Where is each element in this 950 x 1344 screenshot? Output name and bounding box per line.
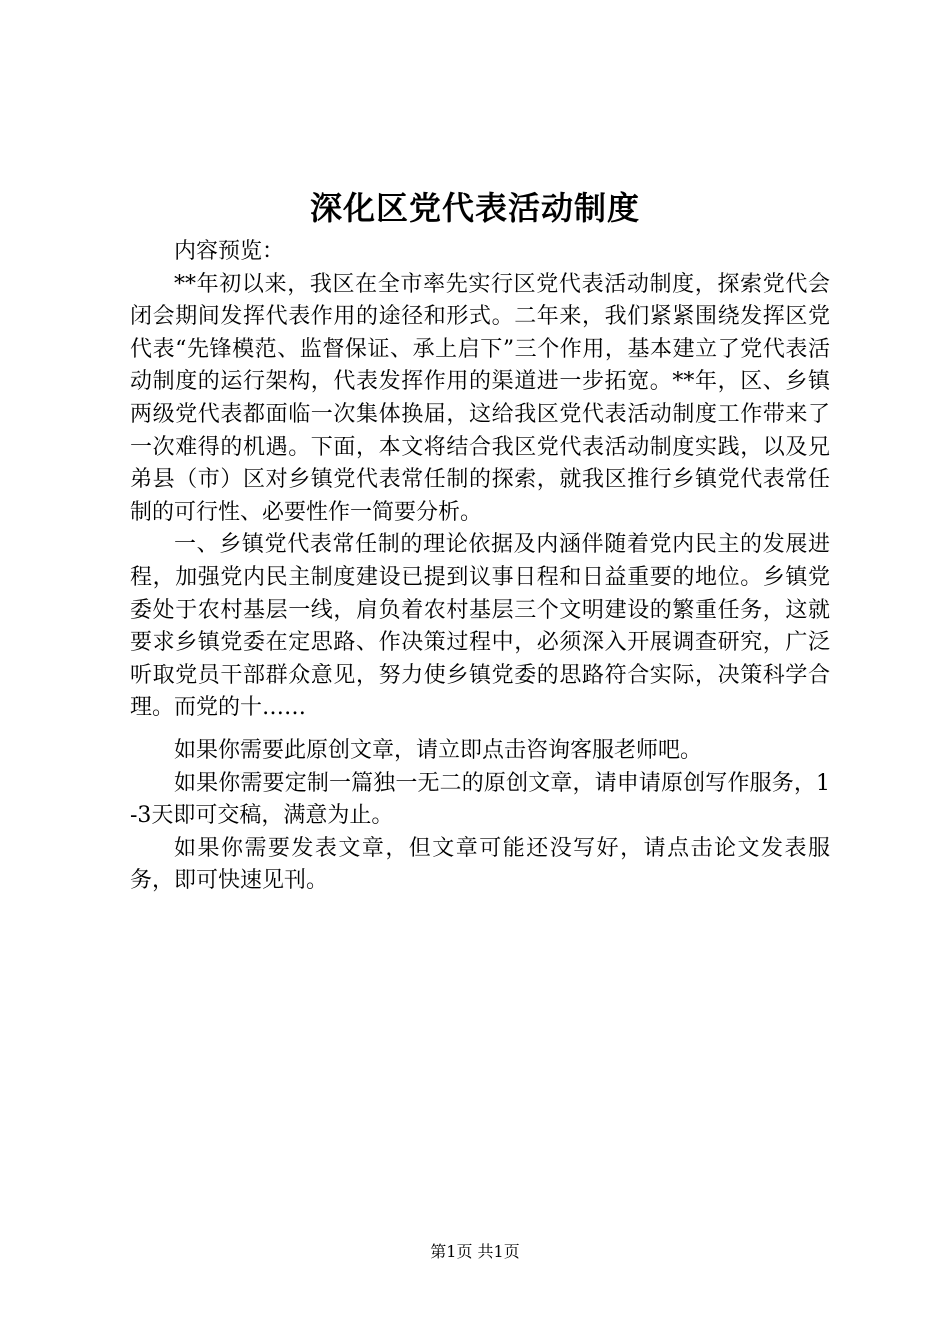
page-footer: 第1页 共1页 — [430, 1242, 520, 1261]
preview-label: 内容预览： — [174, 239, 285, 264]
paragraph-intro: **年初以来，我区在全市率先实行区党代表活动制度，探索党代会闭会期间发挥代表作用的途径和形式。二年来，我们紧紧围绕发挥区党代表“先锋模范、监督保证、承上启下”三个作用，基本建立了党代表活动制度的运行架构，代表发挥作用的渠道进一步拓宽。**年，区、乡镇两级党代表都面临一次集体换届，这给我区党代表活动制度工作带来了一次难得的机遇。下面，本文将结合我区党代表活动制度实践，以及兄弟县（市）区对乡镇党代表常任制的探索，就我区推行乡镇党代表常任制的可行性、必要性作一简要分析。 — [130, 271, 830, 525]
document-body — [130, 236, 830, 898]
notice-publication: 如果你需要发表文章，但文章可能还没写好，请点击论文发表服务，即可快速见刊。 — [130, 835, 830, 894]
paragraph-section-one: 一、乡镇党代表常任制的理论依据及内涵伴随着党内民主的发展进程，加强党内民主制度建设已提到议事日程和日益重要的地位。乡镇党委处于农村基层一线，肩负着农村基层三个文明建设的繁重任务，这就要求乡镇党委在定思路、作决策过程中，必须深入开展调查研究，广泛听取党员干部群众意见，努力使乡镇党委的思路符合实际，决策科学合理。而党的十…… — [130, 532, 830, 721]
notice-custom-writing: 如果你需要定制一篇独一无二的原创文章，请申请原创写作服务，1-3天即可交稿，满意为止。 — [130, 770, 830, 829]
notice-consult: 如果你需要此原创文章，请立即点击咨询客服老师吧。 — [174, 737, 703, 763]
document-title: 深化区党代表活动制度 — [309, 189, 640, 227]
